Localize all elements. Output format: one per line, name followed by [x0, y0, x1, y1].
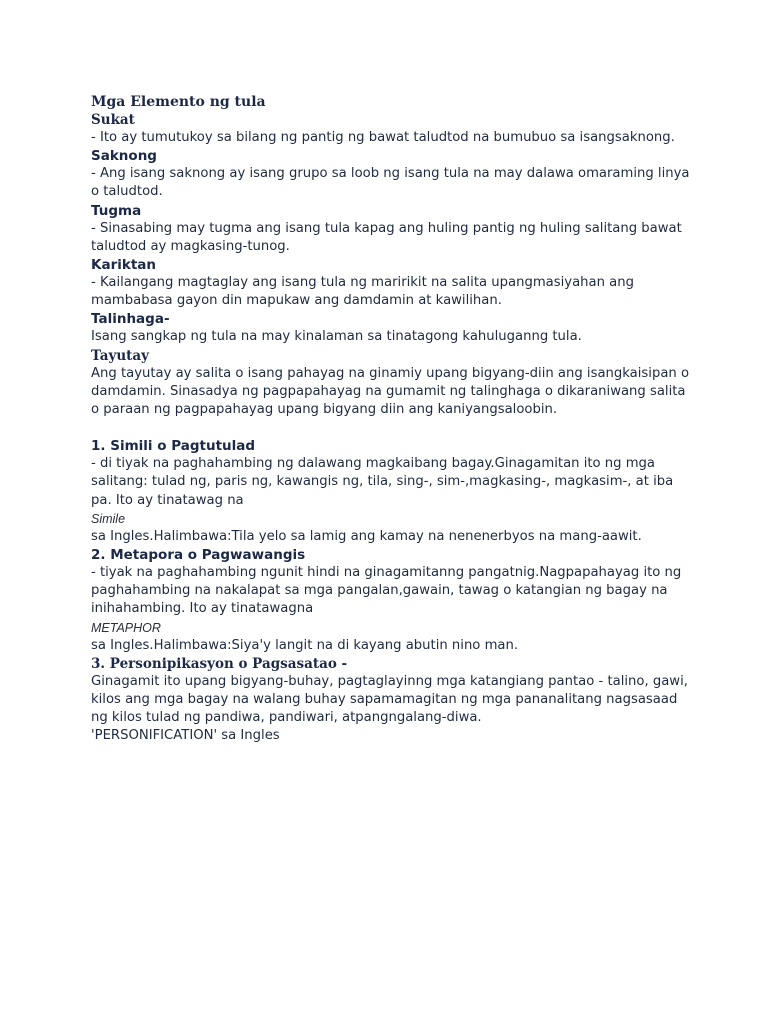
paragraph-tayutay: Ang tayutay ay salita o isang pahayag na ginamiy upang bigyang-diin ang isangkaisipan o damdamin. Sinasadya ng pagpapahayag na gumamit ng talinghaga o dikaraniwang salita o paraan ng pagpapahayag upang bigyang diin ang kaniyangsaloobin. [91, 365, 690, 418]
paragraph-sukat: - Ito ay tumutukoy sa bilang ng pantig ng bawat taludtod na bumubuo sa isangsaknong. [91, 130, 675, 145]
heading-tugma: Tugma [91, 202, 142, 219]
heading-saknong: Saknong [91, 148, 157, 165]
term-metaphor: METAPHOR [91, 620, 161, 635]
heading-tayutay: Tayutay [91, 347, 149, 364]
heading-talinhaga: Talinhaga- [91, 311, 170, 328]
spacer [91, 419, 691, 437]
paragraph-talinhaga: Isang sangkap ng tula na may kinalaman sa tinatagong kahuluganng tula. [91, 329, 582, 345]
paragraph-simili: - di tiyak na paghahambing ng dalawang magkaibang bagay.Ginagamitan ito ng mga salitang: tulad ng, paris ng, kawangis ng, tila, sing-, sim-,magkasing-, magkasim-, at iba pa. Ito ay tinatawag na [91, 456, 674, 508]
example-metapora: sa Ingles.Halimbawa:Siya'y langit na di kayang abutin nino man. [91, 637, 519, 653]
heading-sukat: Sukat [91, 112, 135, 128]
term-simile: Simile [91, 511, 126, 526]
document-title: Mga Elemento ng tula [91, 94, 266, 110]
heading-metapora: 2. Metapora o Pagwawangis [91, 547, 306, 564]
example-simili: sa Ingles.Halimbawa:Tila yelo sa lamig ang kamay na nenenerbyos na mang-aawit. [91, 528, 642, 544]
paragraph-kariktan: - Kailangang magtaglay ang isang tula ng maririkit na salita upangmasiyahan ang mambabasa gayon din mapukaw ang damdamin at kawilihan. [91, 275, 634, 309]
term-personification: 'PERSONIFICATION' sa Ingles [91, 728, 280, 744]
paragraph-saknong: - Ang isang saknong ay isang grupo sa loob ng isang tula na may dalawa omaraming linya o taludtod. [91, 166, 690, 200]
paragraph-personipikasyon: Ginagamit ito upang bigyang-buhay, pagtaglayinng mga katangiang pantao - talino, gawi, kilos ang mga bagay na walang buhay sapamamagitan ng mga pananalitang nagsasaad ng kilos tulad ng pandiwa, pandiwari, atpangngalang-diwa. [91, 673, 688, 726]
document-page [91, 93, 691, 746]
heading-personipikasyon: 3. Personipikasyon o Pagsasatao - [91, 655, 348, 672]
heading-kariktan: Kariktan [91, 257, 157, 274]
heading-simili: 1. Simili o Pagtutulad [91, 438, 256, 455]
paragraph-metapora: - tiyak na paghahambing ngunit hindi na ginagamitanng pangatnig.Nagpapahayag ito ng paghahambing na nakalapat sa mga pangalan,gawain, tawag o katangian ng bagay na inihahambing. Ito ay tinatawagna [91, 565, 682, 617]
paragraph-tugma: - Sinasabing may tugma ang isang tula kapag ang huling pantig ng huling salitang bawat taludtod ay magkasing-tunog. [91, 220, 682, 254]
